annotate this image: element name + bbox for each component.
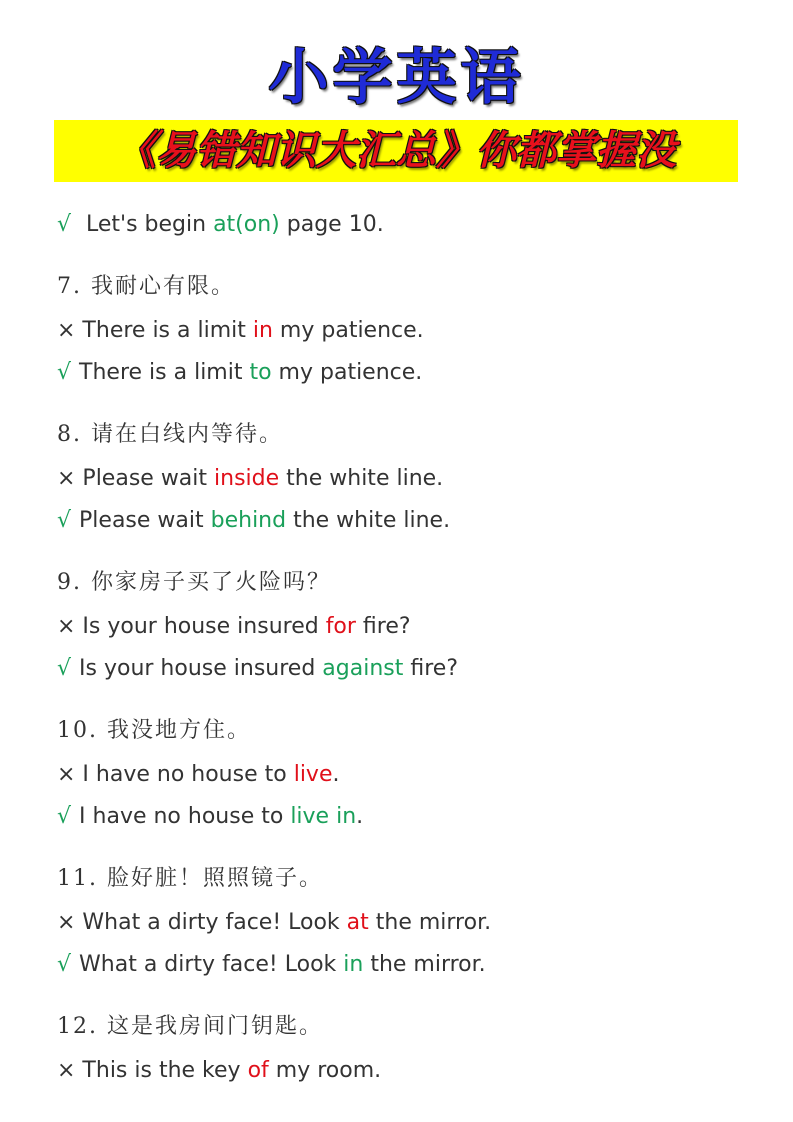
wrong-sentence — [57, 458, 777, 500]
cross-mark-icon: × — [57, 466, 76, 491]
wrong-sentence — [57, 754, 777, 796]
sentence-text-before: Please wait — [75, 466, 215, 491]
sentence-text-after: . — [356, 804, 364, 829]
wrong-highlight: inside — [214, 466, 280, 491]
sentence-text-before: Is your house insured — [75, 614, 326, 639]
check-mark-icon: √ — [57, 508, 72, 533]
sentence-text-before: I have no house to — [79, 804, 291, 829]
correct-highlight: to — [249, 360, 272, 385]
sentence-text-before: I have no house to — [75, 762, 294, 787]
correct-sentence — [57, 500, 777, 542]
check-mark-icon: √ — [57, 804, 72, 829]
sentence-text-before: There is a limit — [79, 360, 250, 385]
wrong-sentence — [57, 606, 777, 648]
wrong-highlight: in — [252, 318, 273, 343]
sentence-text-after: my patience. — [272, 318, 424, 343]
cross-mark-icon: × — [57, 318, 76, 343]
question-line: 9. 你家房子买了火险吗？ — [57, 570, 331, 595]
check-mark-icon: √ — [57, 952, 72, 977]
cross-mark-icon: × — [57, 762, 76, 787]
correct-highlight: against — [322, 656, 404, 681]
correct-highlight: in — [343, 952, 364, 977]
question-line: 8. 请在白线内等待。 — [57, 422, 283, 447]
wrong-highlight: at — [346, 910, 369, 935]
page-title: 小学英语 — [268, 43, 525, 113]
sentence-text-before: This is the key — [75, 1058, 248, 1083]
wrong-highlight: of — [247, 1058, 269, 1083]
sentence-text-before: Please wait — [79, 508, 211, 533]
cross-mark-icon: × — [57, 614, 76, 639]
sentence-text-after: my patience. — [271, 360, 423, 385]
cross-mark-icon: × — [57, 910, 76, 935]
wrong-sentence — [57, 1050, 777, 1092]
sentence-text-after: page 10. — [279, 212, 384, 237]
correct-sentence — [57, 648, 777, 690]
question-line: 7. 我耐心有限。 — [57, 274, 235, 299]
sentence-text-after: . — [332, 762, 340, 787]
wrong-highlight: for — [325, 614, 356, 639]
sentence-text-before: What a dirty face! Look — [75, 910, 347, 935]
sentence-text-before: What a dirty face! Look — [79, 952, 344, 977]
sentence-text-after: the mirror. — [363, 952, 486, 977]
wrong-sentence — [57, 902, 777, 944]
correct-sentence — [57, 352, 777, 394]
check-mark-icon: √ — [57, 360, 72, 385]
sentence-text-after: fire? — [403, 656, 458, 681]
check-mark-icon: √ — [57, 212, 72, 237]
check-mark-icon: √ — [57, 656, 72, 681]
sentence-text-after: the mirror. — [368, 910, 492, 935]
correct-highlight: behind — [210, 508, 287, 533]
error-list — [57, 204, 777, 1092]
sentence-text-before: Let's begin — [79, 212, 214, 237]
wrong-sentence — [57, 310, 777, 352]
sentence-text-before: There is a limit — [75, 318, 253, 343]
correct-highlight: at(on) — [213, 212, 280, 237]
sentence-text-after: the white line. — [279, 466, 444, 491]
correct-highlight: live in — [290, 804, 357, 829]
sentence-text-after: my room. — [268, 1058, 382, 1083]
banner-text: 《易错知识大汇总》你都掌握没 — [116, 127, 676, 174]
sentence-text-before: Is your house insured — [79, 656, 323, 681]
correct-sentence — [57, 796, 777, 838]
question-line: 12. 这是我房间门钥匙。 — [57, 1014, 323, 1039]
sentence-text-after: fire? — [355, 614, 411, 639]
correct-sentence — [57, 204, 777, 246]
cross-mark-icon: × — [57, 1058, 76, 1083]
question-line: 10. 我没地方住。 — [57, 718, 251, 743]
wrong-highlight: live — [293, 762, 333, 787]
sentence-text-after: the white line. — [286, 508, 451, 533]
question-line: 11. 脸好脏！照照镜子。 — [57, 866, 323, 891]
title-banner — [54, 120, 738, 182]
correct-sentence — [57, 944, 777, 986]
